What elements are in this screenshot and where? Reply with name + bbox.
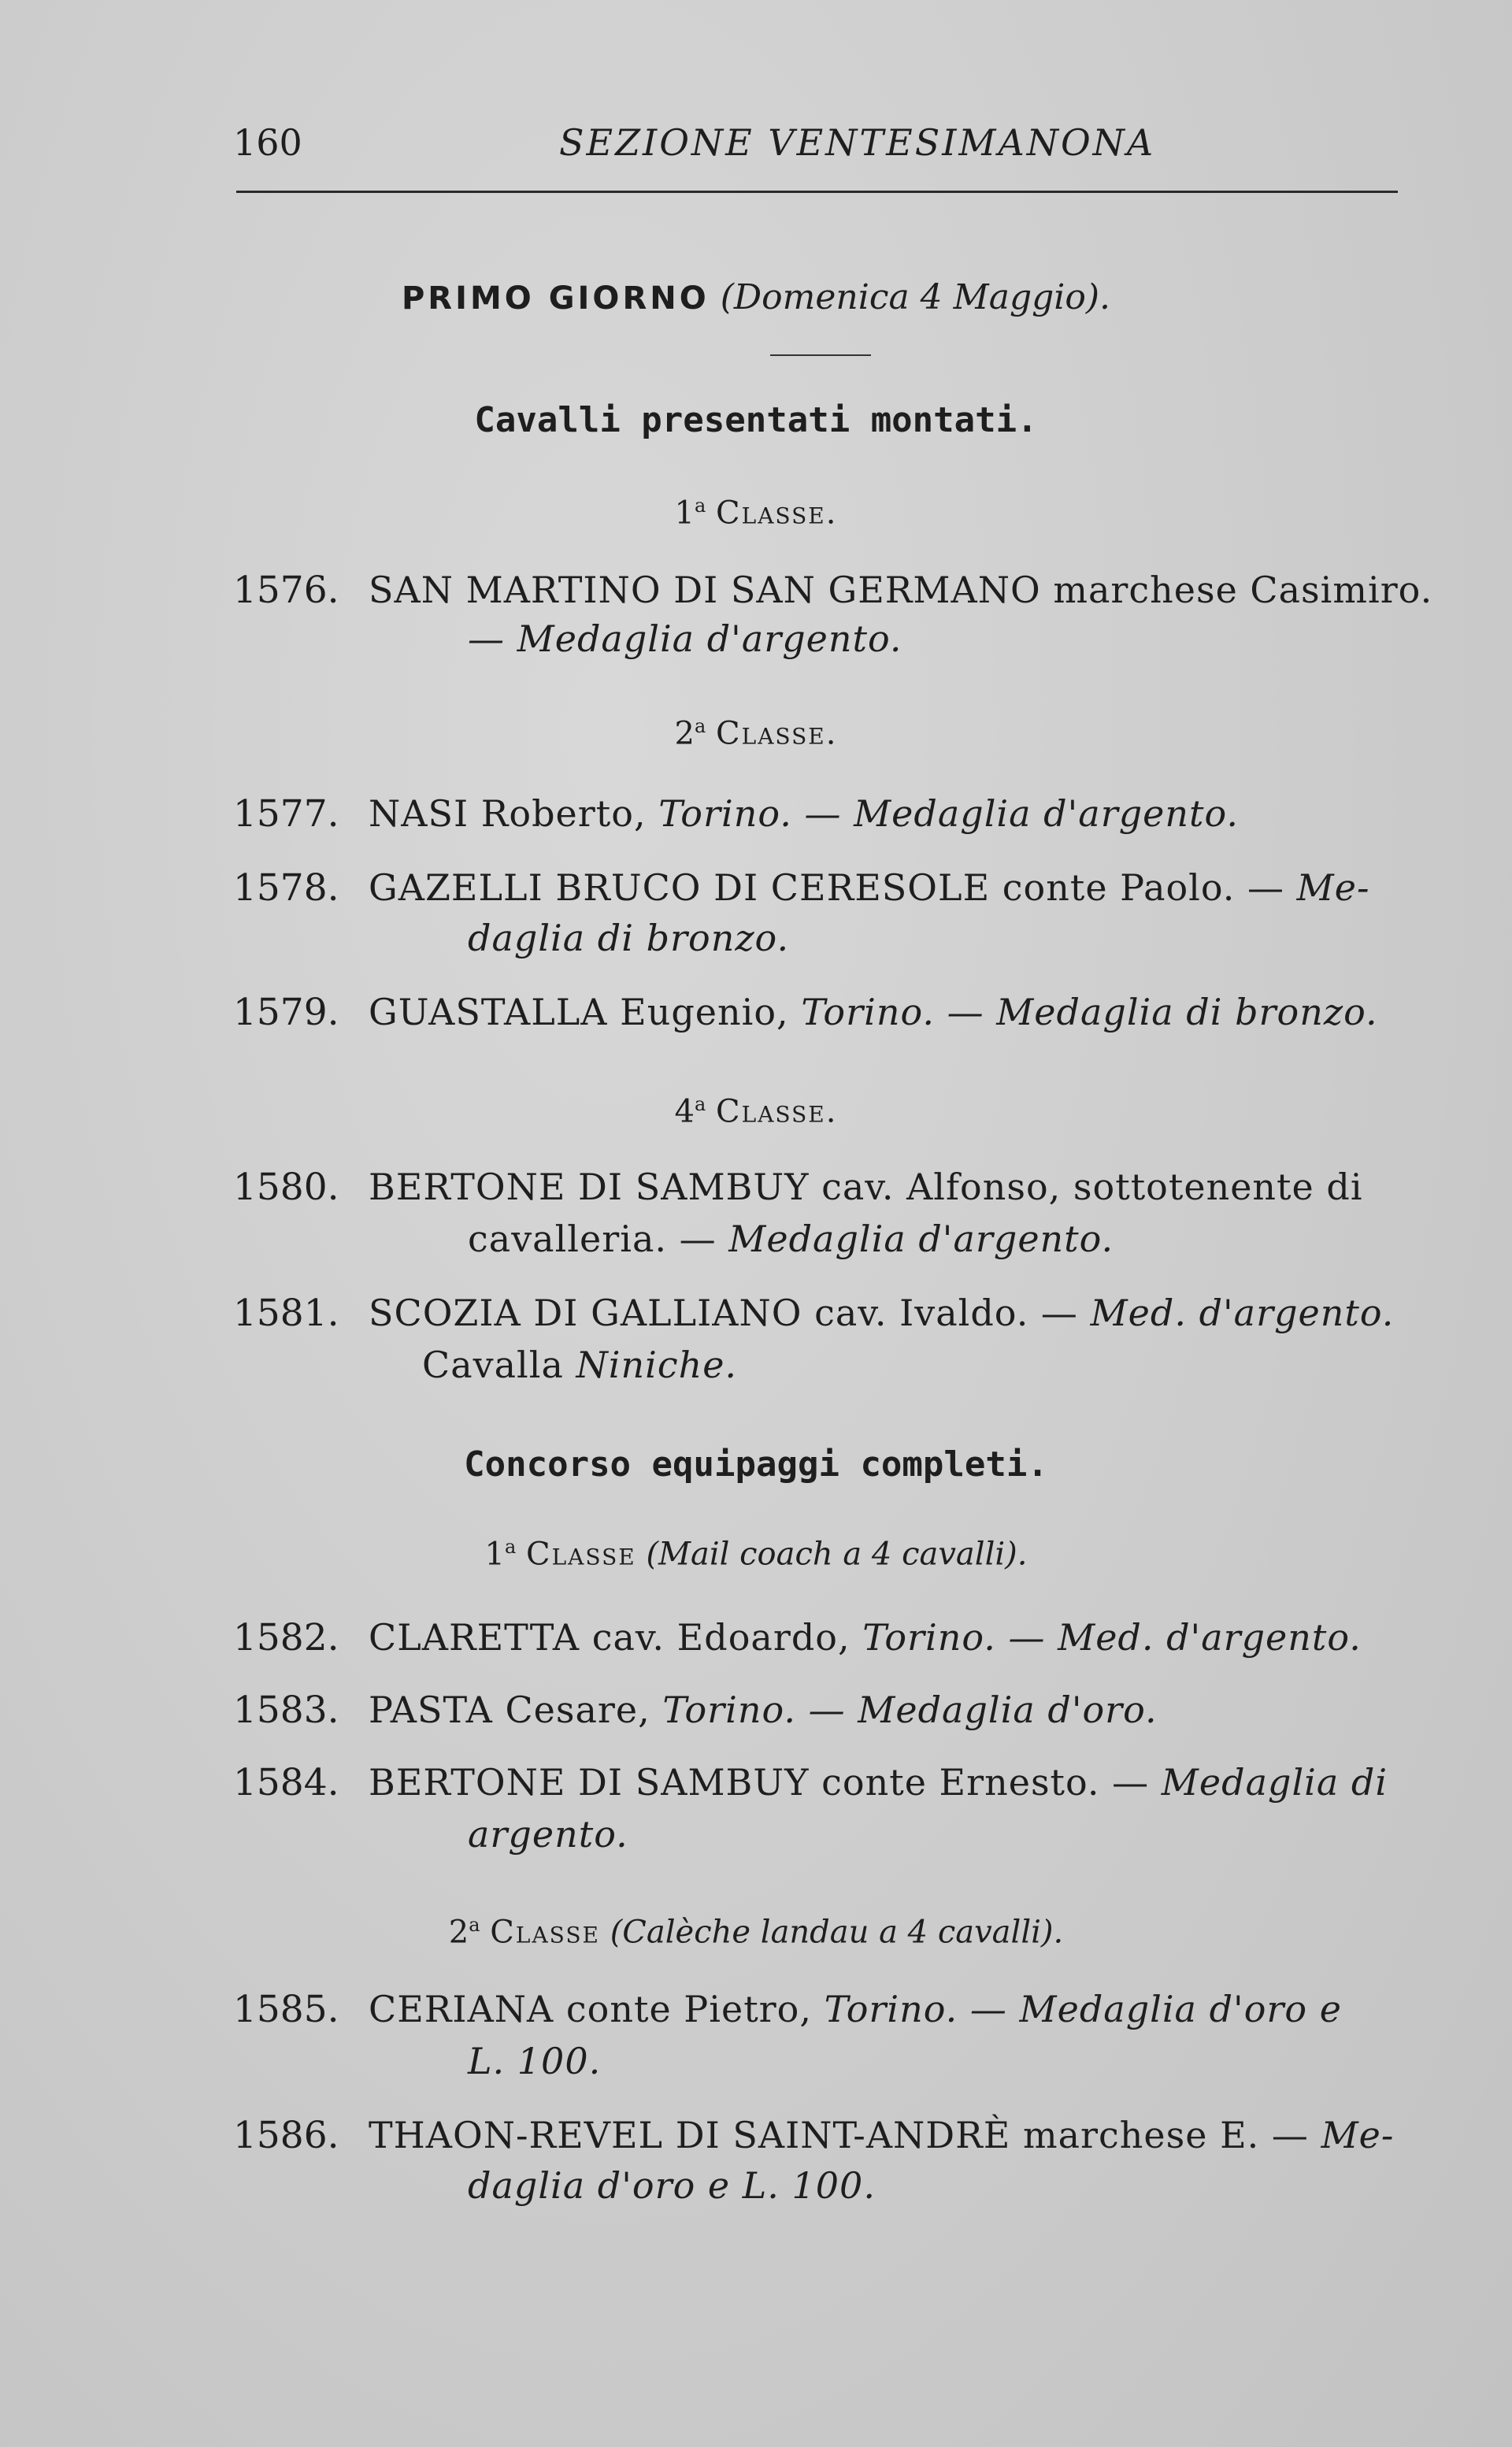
class-label: Classe.	[716, 715, 838, 752]
entry-number-1585: 1585.	[233, 1988, 339, 2031]
entry-text-1582	[369, 1616, 1362, 1659]
city: Torino.	[824, 1988, 958, 2030]
award: Medaglia d'argento.	[728, 1218, 1114, 1260]
entry-text-1585	[369, 1988, 1342, 2030]
class-number: 4	[674, 1093, 695, 1130]
class-label: Classe.	[716, 1093, 838, 1130]
entrant: NASI Roberto,	[369, 792, 659, 835]
entry-cont-1580	[468, 1218, 1114, 1260]
entry-number-1581: 1581.	[233, 1292, 339, 1335]
city: Torino.	[658, 792, 792, 835]
entry-text-1583	[369, 1689, 1158, 1731]
award: Me-	[1296, 866, 1370, 909]
entry-number-1582: 1582.	[233, 1616, 339, 1659]
entry-text-1579	[369, 991, 1378, 1033]
award: daglia d'oro e L. 100.	[468, 2164, 876, 2207]
entry-cont-1578	[468, 917, 789, 959]
class-number: 1	[674, 495, 695, 532]
entry-text-1584	[369, 1761, 1388, 1804]
class-sup: a	[694, 715, 706, 737]
class-heading-2	[0, 715, 1512, 751]
city: Torino.	[862, 1616, 996, 1659]
entrant-cont: cavalleria. —	[468, 1218, 729, 1260]
entry-number-1584: 1584.	[233, 1761, 339, 1804]
award: Med. d'argento.	[1090, 1292, 1395, 1334]
entrant: BERTONE DI SAMBUY conte Ernesto. —	[369, 1761, 1162, 1804]
entrant: GUASTALLA Eugenio,	[369, 991, 802, 1033]
award: — Medaglia d'oro.	[796, 1689, 1158, 1731]
entry-text-1581	[369, 1292, 1394, 1334]
entry-number-1583: 1583.	[233, 1689, 339, 1732]
day-title	[0, 277, 1512, 317]
entry-text-1576: SAN MARTINO DI SAN GERMANO marchese Casimiro.	[369, 569, 1433, 611]
class-heading-1	[0, 495, 1512, 531]
class-sup: a	[504, 1536, 517, 1558]
entry-number-1576: 1576.	[233, 569, 339, 612]
entry-number-1579: 1579.	[233, 991, 339, 1034]
section-heading: SEZIONE VENTESIMANONA	[559, 121, 1156, 164]
class-detail: (Mail coach a 4 cavalli).	[646, 1536, 1028, 1573]
header-divider	[236, 191, 1398, 193]
class-heading-equipaggi-1	[0, 1536, 1512, 1572]
award: — Med. d'argento.	[995, 1616, 1362, 1659]
entry-cont-1576	[468, 617, 902, 660]
entrant: THAON-REVEL DI SAINT-ANDRÈ marchese E. —	[369, 2114, 1321, 2156]
class-heading-4	[0, 1093, 1512, 1129]
class-number: 2	[674, 715, 695, 752]
entry-text-1578	[369, 866, 1370, 909]
award: — Medaglia d'oro e	[958, 1988, 1342, 2030]
class-sup: a	[469, 1914, 480, 1936]
section-equipaggi: Concorso equipaggi completi.	[464, 1444, 1048, 1485]
entry-cont-1586	[468, 2164, 876, 2207]
entry-text-1580: BERTONE DI SAMBUY cav. Alfonso, sottotenente di	[369, 1166, 1363, 1208]
entry-text-1586	[369, 2114, 1394, 2156]
entrant: CLARETTA cav. Edoardo,	[369, 1616, 863, 1659]
entrant: PASTA Cesare,	[369, 1689, 663, 1731]
entry-number-1580: 1580.	[233, 1166, 339, 1209]
entry-cont-1581	[422, 1344, 737, 1386]
award: Medaglia di	[1161, 1761, 1388, 1804]
class-sup: a	[694, 495, 706, 517]
entry-number-1586: 1586.	[233, 2114, 339, 2157]
city: Torino.	[801, 991, 935, 1033]
entry-text-1577	[369, 792, 1239, 835]
entrant: SCOZIA DI GALLIANO cav. Ivaldo. —	[369, 1292, 1091, 1334]
horse-label: Cavalla	[422, 1344, 576, 1386]
entry-number-1578: 1578.	[233, 866, 339, 910]
title-divider	[770, 354, 871, 356]
award: Me-	[1321, 2114, 1395, 2156]
day-date: (Domenica 4 Maggio).	[720, 277, 1110, 317]
entry-cont-1584	[468, 1813, 628, 1856]
class-detail: (Calèche landau a 4 cavalli).	[610, 1914, 1064, 1951]
section-montati: Cavalli presentati montati.	[474, 400, 1038, 440]
award: daglia di bronzo.	[468, 917, 790, 959]
class-number: 2	[448, 1914, 469, 1951]
award: — Medaglia d'argento.	[791, 792, 1239, 835]
class-number: 1	[484, 1536, 505, 1573]
city: Torino.	[662, 1689, 797, 1731]
entrant: CERIANA conte Pietro,	[369, 1988, 825, 2030]
entrant: GAZELLI BRUCO DI CERESOLE conte Paolo. —	[369, 866, 1297, 909]
page-number: 160	[233, 121, 302, 164]
class-label: Classe.	[716, 495, 838, 532]
entry-number-1577: 1577.	[233, 792, 339, 836]
horse-name: Niniche.	[576, 1344, 738, 1386]
class-heading-equipaggi-2	[0, 1914, 1512, 1950]
class-label: Classe	[525, 1536, 636, 1573]
class-sup: a	[694, 1093, 706, 1115]
day-name: PRIMO GIORNO	[401, 280, 710, 317]
award: — Medaglia d'argento.	[468, 617, 902, 660]
award: L. 100.	[468, 2040, 602, 2082]
award: argento.	[468, 1813, 628, 1856]
entry-cont-1585	[468, 2040, 601, 2082]
award: — Medaglia di bronzo.	[934, 991, 1378, 1033]
class-label: Classe	[490, 1914, 600, 1951]
